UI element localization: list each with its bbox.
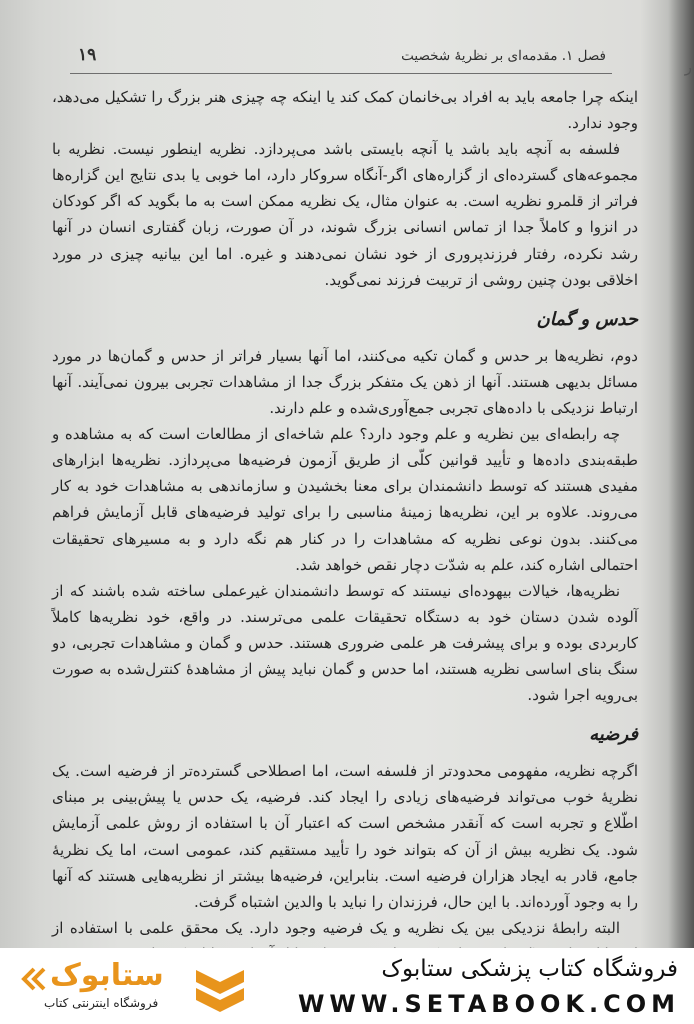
logo-wordmark: ستابوک bbox=[50, 958, 164, 993]
paragraph: چه رابطه‌ای بین نظریه و علم وجود دارد؟ علم شاخه‌ای از مطالعات است که به مشاهده و طبقه‌بندی داده‌ها و تأیید قوانین کلّی از طریق آزمون فرضیه‌ها می‌پردازد. نظریه‌ها ابزارهای مفیدی هستند که توسط دانشمندان برای معنا بخشیدن و سازماندهی به مشاهدات خود به کار می‌روند. علاوه بر این، نظریه‌ها زمینهٔ مناسبی را برای تولید فرضیه‌های قابل آزمایش فراهم می‌کنند. بدون نوعی نظریه که مشاهدات را در کنار هم نگه دارد و به مسیرهای تحقیقات احتمالی اشاره کند، علم به شدّت دچار نقص خواهد شد. bbox=[52, 425, 638, 574]
chevron-left-icon bbox=[20, 966, 46, 992]
logo-subtext: فروشگاه اینترنتی کتاب bbox=[44, 996, 159, 1010]
paragraph: نظریه‌ها، خیالات بیهوده‌ای نیستند که توسط دانشمندان غیرعملی ساخته شده باشند که از آلوده شدن دستان خود به دستگاه تحقیقات علمی می‌ترسند. در واقع، خود نظریه‌ها کاملاً کاربردی بوده و برای پیشرفت هر علمی ضروری هستند. حدس و گمان و مشاهدات تجربی، دو سنگ بنای اساسی نظریه هستند، اما حدس و گمان نباید پیش از مشاهدهٔ کنترل‌شده به صورت بی‌رویه اجرا شود. bbox=[52, 581, 638, 705]
page-edge-shadow bbox=[668, 0, 694, 948]
paragraph: اگرچه نظریه، مفهومی محدودتر از فلسفه است، اما اصطلاحی گسترده‌تر از فرضیه است. یک نظریهٔ خوب می‌تواند فرضیه‌های زیادی را ایجاد کند. فرضیه، یک حدس یا پیش‌بینی بر مبنای اطّلاع و تجربه است که آنقدر مشخص است که اعتبار آن با استفاده از روش علمی آزمایش شود. یک نظریه بیش از آن که بتواند خود را تأیید مستقیم کند، عمومی است، اما یک نظریهٔ جامع، قادر به ایجاد هزاران فرضیه است. بنابراین، فرضیه‌ها بیشتر از نظریه‌هایی هستند که آنها را به وجود آورده‌اند. با این حال، فرزندان را نباید با والدین اشتباه گرفت. bbox=[52, 762, 638, 911]
chapter-title: فصل ۱. مقدمه‌ای بر نظریهٔ شخصیت bbox=[401, 48, 606, 64]
section-heading-hypothesis: فرضیه bbox=[589, 724, 638, 746]
store-footer-banner bbox=[0, 948, 694, 1024]
adjacent-page-mark: ر bbox=[684, 58, 692, 76]
page-number: ۱۹ bbox=[78, 45, 97, 65]
paragraph: فلسفه به آنچه باید باشد یا آنچه بایستی باشد می‌پردازد. نظریه اینطور نیست. نظریه با مجموعه‌های گسترده‌ای از گزاره‌های اگر-آنگاه سروکار دارد، اما خوبی یا بدی نتایج این گزاره‌ها فراتر از قلمرو نظریه است. به عنوان مثال، یک نظریه ممکن است به ما بگوید که اگر کودکان در انزوا و کاملاً جدا از تماس انسانی بزرگ شوند، در آن صورت، زبان گفتاری انسان در آنها رشد نکرده، رفتار فرزندپروری از خود نشان نمی‌دهند و غیره. اما این بیانیه چیزی در مورد اخلاقی بودن چنین روشی از تربیت فرزند نمی‌گوید. bbox=[52, 140, 638, 289]
body-text bbox=[52, 84, 638, 967]
setabook-logo[interactable] bbox=[20, 958, 258, 1018]
logo-mark-icon bbox=[190, 960, 250, 1020]
paragraph: اینکه چرا جامعه باید به افراد بی‌خانمان کمک کند یا اینکه چه چیزی هنر بزرگ را تشکیل می‌دهد، وجود ندارد. bbox=[52, 88, 638, 133]
section-heading-speculation: حدس و گمان bbox=[536, 308, 638, 330]
shop-name: فروشگاه کتاب پزشکی ستابوک bbox=[381, 956, 678, 982]
website-link[interactable]: WWW.SETABOOK.COM bbox=[297, 990, 680, 1018]
paragraph: دوم، نظریه‌ها بر حدس و گمان تکیه می‌کنند، اما آنها بسیار فراتر از حدس و گمان‌ها در مورد مسائل بدیهی هستند. آنها از ذهن یک متفکر بزرگ جدا از مشاهدات تجربی بیرون نمی‌آیند. آنها ارتباط نزدیکی با داده‌های تجربی جمع‌آوری‌شده و علم دارند. bbox=[52, 346, 638, 418]
running-header bbox=[78, 45, 606, 72]
header-rule bbox=[70, 73, 612, 74]
paragraph: البته رابطهٔ نزدیکی بین یک نظریه و یک فرضیه وجود دارد. یک محقق علمی با استفاده از bbox=[52, 918, 620, 937]
